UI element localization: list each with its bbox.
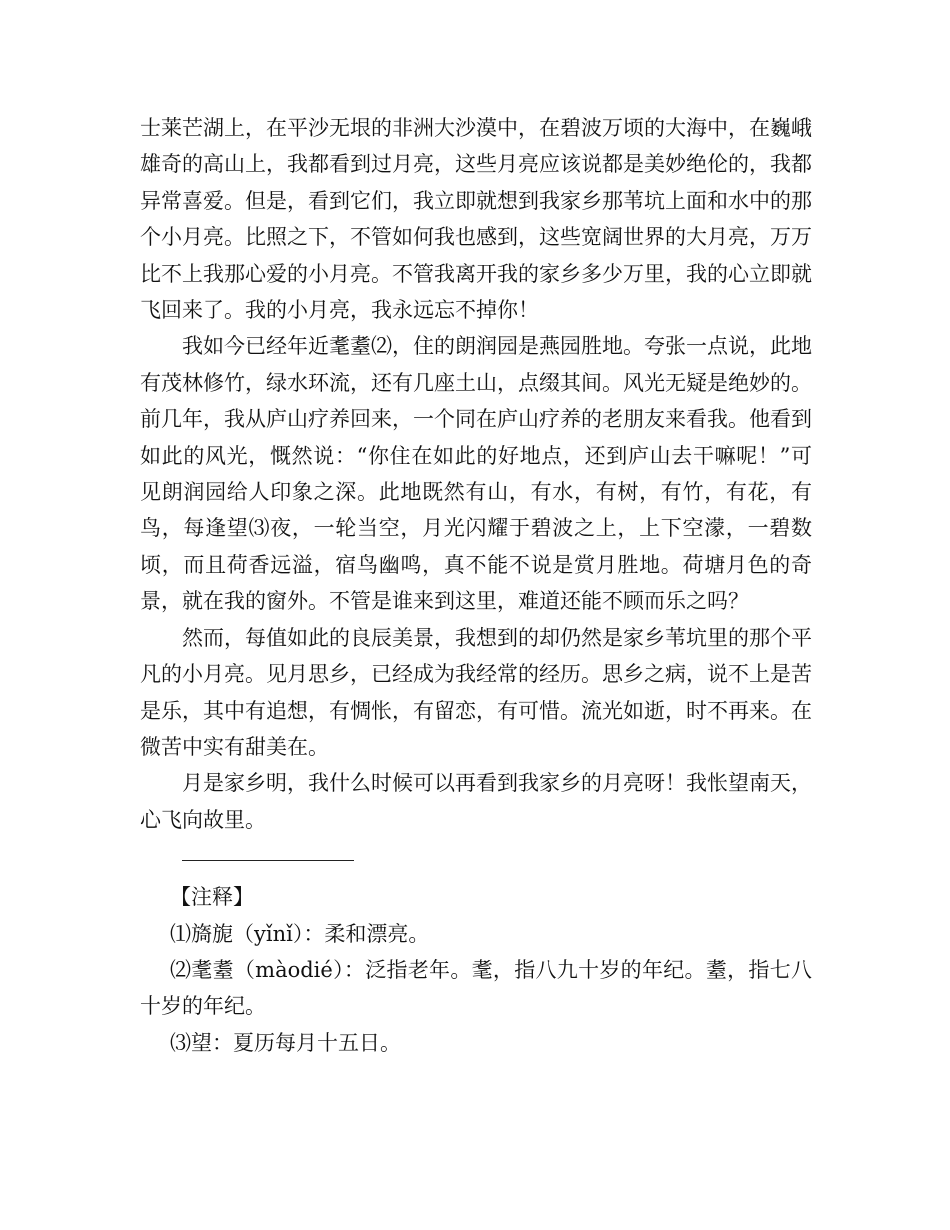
- paragraph-closing: 月是家乡明，我什么时候可以再看到我家乡的月亮呀！我怅望南天，心飞向故里。: [140, 771, 812, 832]
- paragraph-homesick: 然而，每值如此的良辰美景，我想到的却仍然是家乡苇坑里的那个平凡的小月亮。见月思乡，已经成为我经常的经历。思乡之病，说不上是苦是乐，其中有追想，有惆怅，有留恋，有可惜。流光如逝，时不再来。在微苦中实有甜美在。: [140, 625, 812, 759]
- notes-title: 【注释】: [170, 885, 254, 910]
- paragraph-continuation: 士莱芒湖上，在平沙无垠的非洲大沙漠中，在碧波万顷的大海中，在巍峨雄奇的高山上，我都看到过月亮，这些月亮应该说都是美妙绝伦的，我都异常喜爱。但是，看到它们，我立即就想到我家乡那苇坑上面和水中的那个小月亮。比照之下，不管如何我也感到，这些宽阔世界的大月亮，万万比不上我那心爱的小月亮。不管我离开我的家乡多少万里，我的心立即就飞回来了。我的小月亮，我永远忘不掉你！: [140, 116, 812, 323]
- note-item-3: ⑶望：夏历每月十五日。: [170, 1030, 401, 1055]
- note-item-1: ⑴旖旎（yǐnǐ）：柔和漂亮。: [170, 921, 430, 946]
- footnote-divider: [182, 860, 354, 861]
- note-item-2: ⑵耄耋（màodié）：泛指老年。耄，指八九十岁的年纪。耋，指七八十岁的年纪。: [140, 957, 812, 1019]
- paragraph-langrunyuan: 我如今已经年近耄耋⑵，住的朗润园是燕园胜地。夸张一点说，此地有茂林修竹，绿水环流，还有几座土山，点缀其间。风光无疑是绝妙的。前几年，我从庐山疗养回来，一个同在庐山疗养的老朋友来看我。他看到如此的风光，慨然说：“你住在如此的好地点，还到庐山去干嘛呢！”可见朗润园给人印象之深。此地既然有山，有水，有树，有竹，有花，有鸟，每逢望⑶夜，一轮当空，月光闪耀于碧波之上，上下空濛，一碧数顷，而且荷香远溢，宿鸟幽鸣，真不能不说是赏月胜地。荷塘月色的奇景，就在我的窗外。不管是谁来到这里，难道还能不顾而乐之吗？: [140, 334, 812, 614]
- document-page: [140, 110, 812, 1061]
